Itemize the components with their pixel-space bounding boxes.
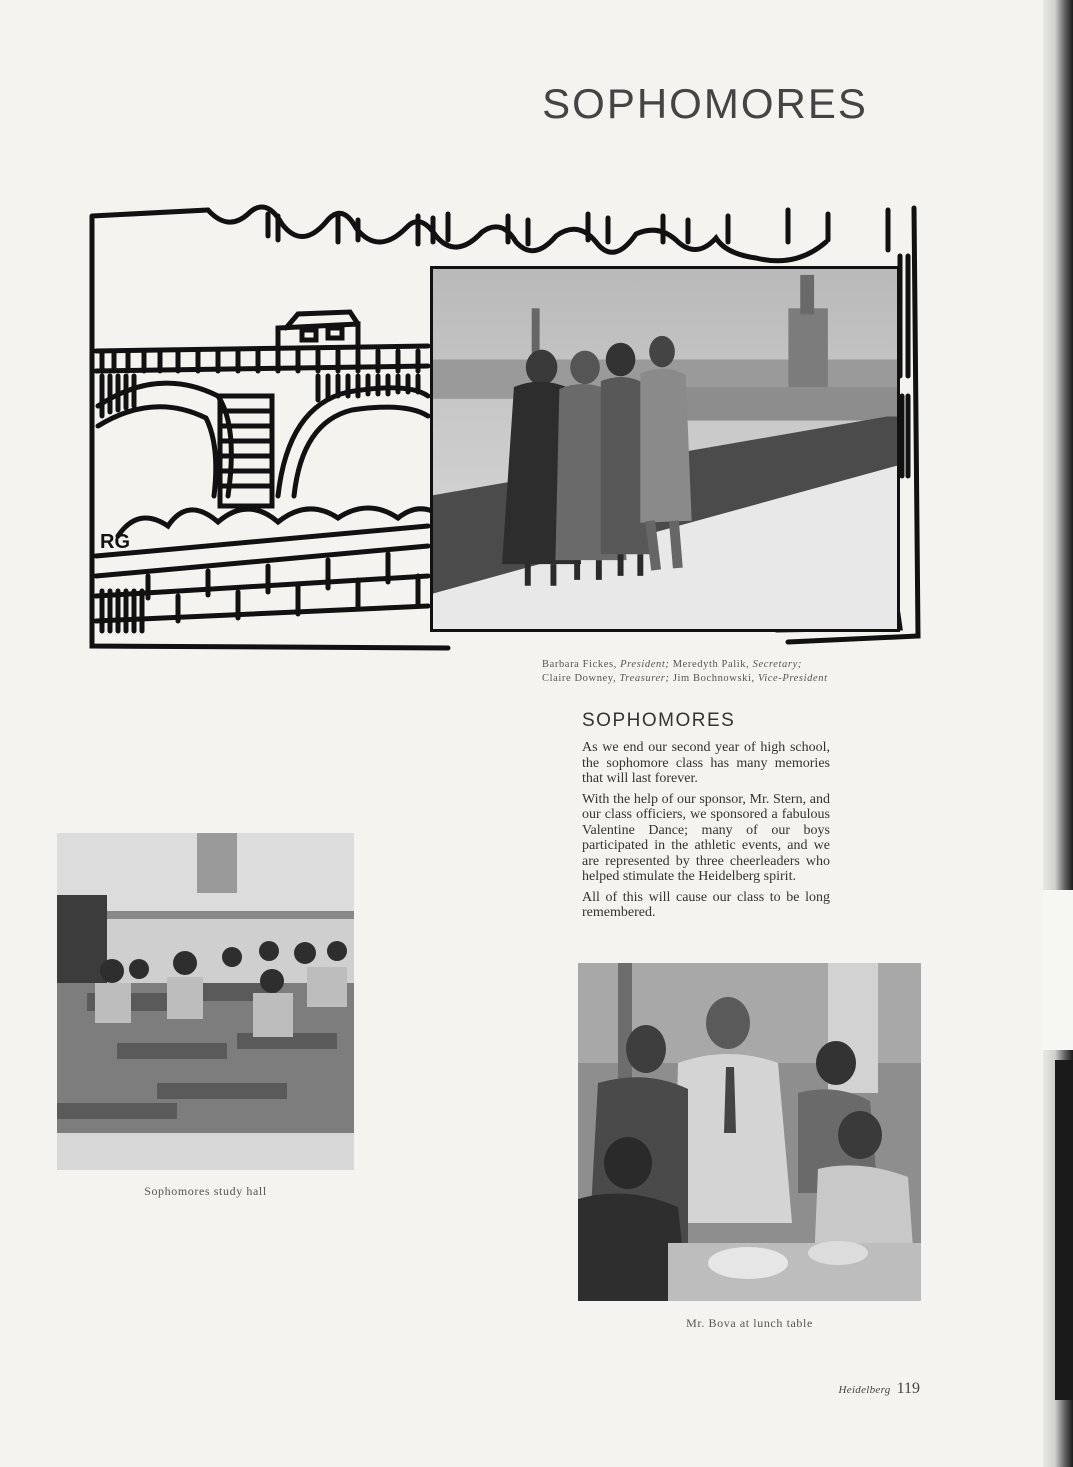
artist-initials: RG [100,531,130,553]
study-hall-caption: Sophomores study hall [144,1184,267,1198]
publication-name: Heidelberg [838,1384,891,1396]
page-title: SOPHOMORES [542,80,868,127]
paragraph-1: As we end our second year of high school, the sophomore class has many memories that will last forever. [582,740,830,786]
study-hall-photo [57,833,354,1170]
lunch-table-caption: Mr. Bova at lunch table [686,1316,813,1330]
paragraph-3: All of this will cause our class to be long remembered. [582,889,830,920]
book-binding-edge [1043,0,1073,1467]
lunch-table-photo [578,963,921,1301]
class-officers-photo [430,266,900,632]
officers-caption: Barbara Fickes, President; Meredyth Palik, Secretary; Claire Downey, Treasurer; Jim Bochnowski, Vice-President [542,659,828,684]
page-footer [810,1380,920,1398]
page-number: 119 [896,1380,920,1397]
section-heading: SOPHOMORES [582,710,736,731]
article-body [582,740,830,926]
paragraph-2: With the help of our sponsor, Mr. Stern, and our class officiers, we sponsored a fabulous Valentine Dance; many of our boys participated in the athletic events, and we are represented by three cheerleaders who helped stimulate the Heidelberg spirit. [582,791,830,884]
